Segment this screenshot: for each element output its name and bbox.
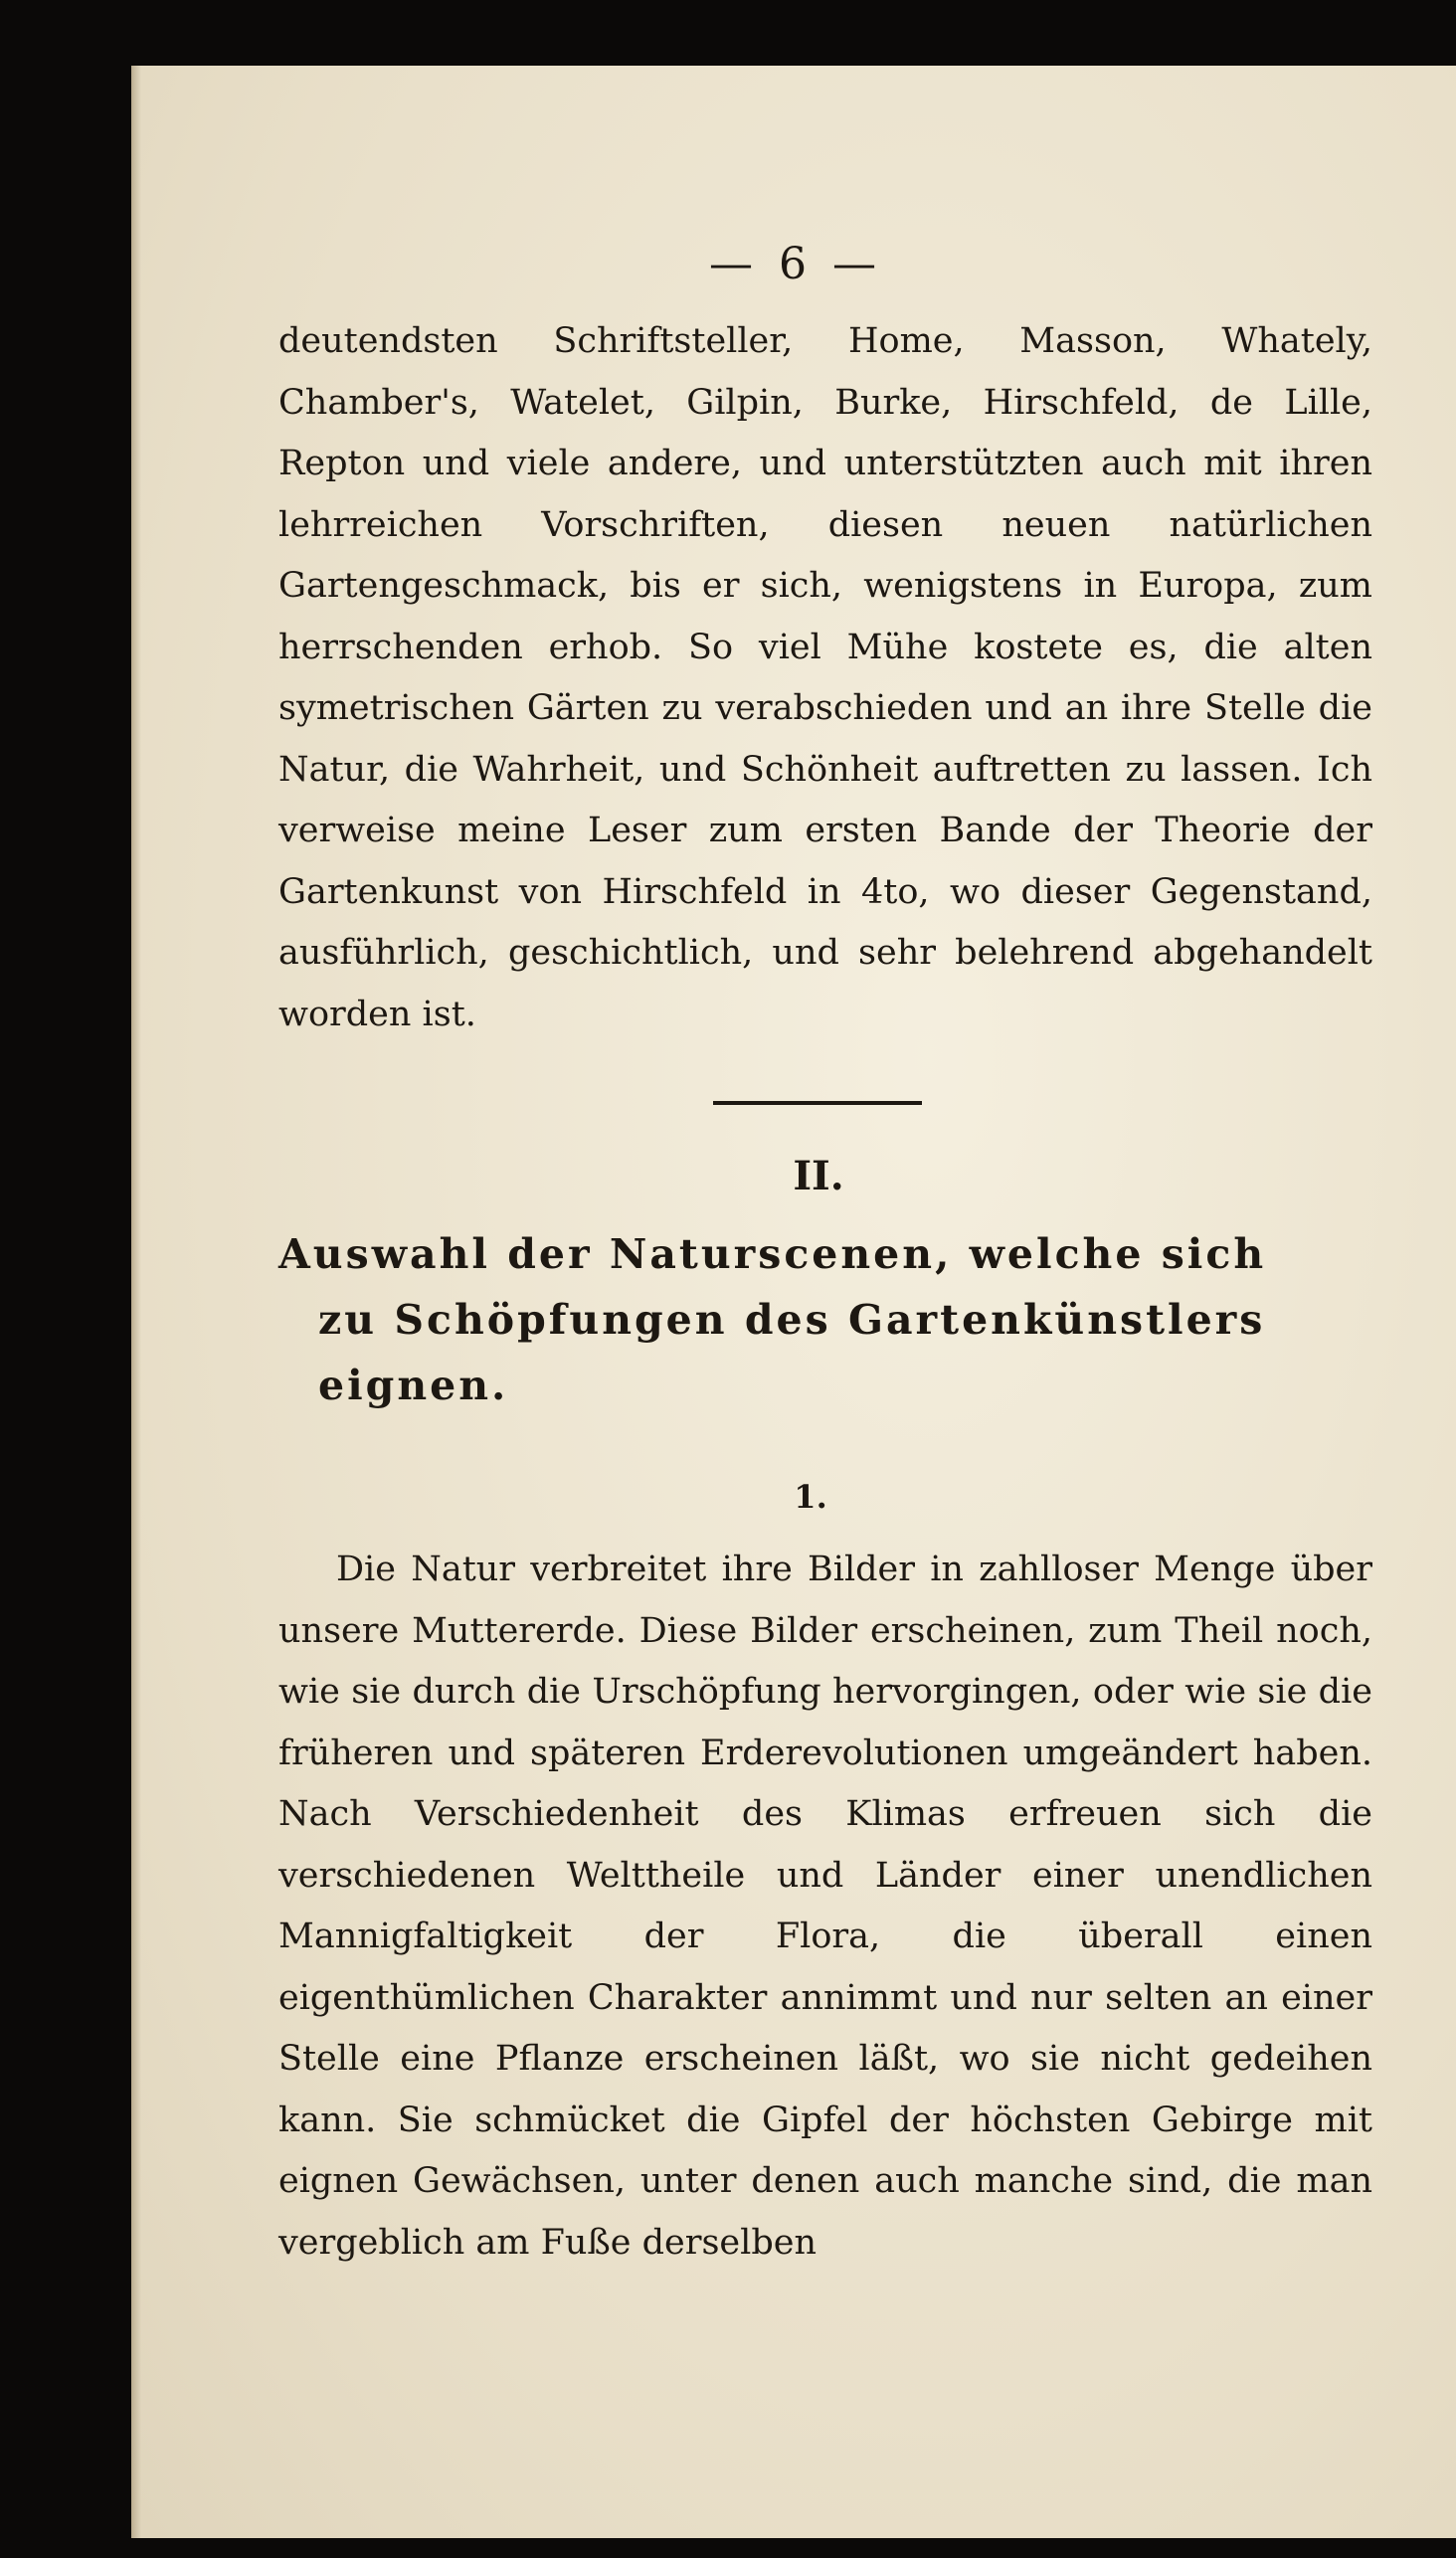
section-title-line1: Auswahl der Naturscenen, welche sich bbox=[278, 1230, 1267, 1278]
section-title bbox=[278, 1221, 1372, 1418]
page-content bbox=[278, 239, 1372, 2274]
subsection-number: 1. bbox=[794, 1478, 827, 1516]
body-paragraph: Die Natur verbreitet ihre Bilder in zahlloser Menge über unsere Muttererde. Diese Bilder erscheinen, zum Theil noch, wie sie durch die Urschöpfung hervorgingen, oder wie sie die früheren und späteren Erderevolutionen umgeändert haben. Nach Verschiedenheit des Klimas erfreuen sich die verschiedenen Welttheile und Länder einer unendlichen Mannigfaltigkeit der Flora, die überall einen eigenthümlichen Charakter annimmt und nur selten an einer Stelle eine Pflanze erscheinen läßt, wo sie nicht gedeihen kann. Sie schmücket die Gipfel der höchsten Gebirge mit eignen Gewächsen, unter denen auch manche sind, die man vergeblich am Fuße derselben bbox=[278, 1550, 1372, 2263]
section-number: II. bbox=[793, 1153, 844, 1199]
page-gutter-shadow bbox=[131, 66, 141, 2538]
continuation-paragraph: deutendsten Schriftsteller, Home, Masson, Whately, Chamber's, Watelet, Gilpin, Burke, Hirschfeld, de Lille, Repton und viele andere, und unterstützten auch mit ihren lehrreichen Vorschriften, diesen neuen natürlichen Gartengeschmack, bis er sich, wenigstens in Europa, zum herrschenden erhob. So viel Mühe kostete es, die alten symetrischen Gärten zu verabschieden und an ihre Stelle die Natur, die Wahrheit, und Schönheit auftretten zu lassen. Ich verweise meine Leser zum ersten Bande der Theorie der Gartenkunst von Hirschfeld in 4to, wo dieser Gegenstand, ausführlich, geschichtlich, und sehr belehrend abgehandelt worden ist. bbox=[278, 321, 1372, 1034]
section-title-line2: zu Schöpfungen des Gartenkünstlers eignen. bbox=[318, 1296, 1266, 1409]
page-number: — 6 — bbox=[709, 239, 882, 289]
section-divider bbox=[713, 1101, 922, 1105]
